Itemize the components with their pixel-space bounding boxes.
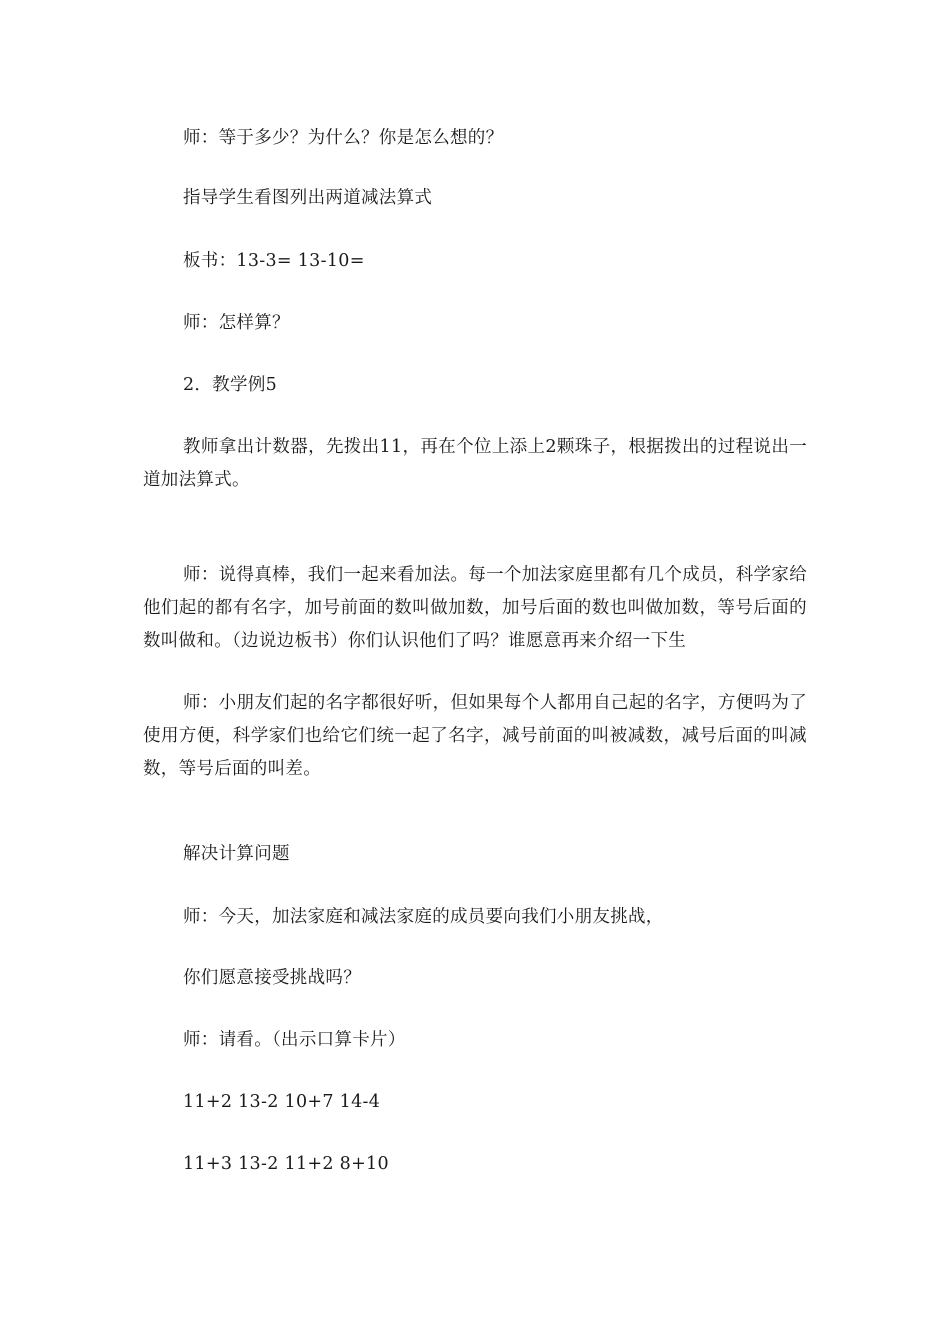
paragraph-teacher-question: 师：等于多少？为什么？你是怎么想的？ [183, 128, 504, 148]
paragraph-example-5: 2．教学例5 [183, 375, 278, 395]
paragraph-cards-row-2: 11+3 13-2 11+2 8+10 [183, 1154, 389, 1174]
paragraph-blackboard: 板书：13-3= 13-10= [183, 251, 365, 271]
paragraph-counter: 教师拿出计数器，先拨出11，再在个位上添上2颗珠子，根据拨出的过程说出一道加法算式。 [143, 437, 807, 490]
paragraph-solve-problems: 解决计算问题 [183, 844, 290, 864]
paragraph-addition-names: 师：说得真棒，我们一起来看加法。每一个加法家庭里都有几个成员，科学家给他们起的都有名字，加号前面的数叫做加数，加号后面的数也叫做加数，等号后面的数叫做和。（边说边板书）你们认识他们了吗？谁愿意再来介绍一下生 [143, 565, 807, 651]
paragraph-accept-challenge: 你们愿意接受挑战吗？ [183, 968, 361, 988]
paragraph-how-to-calc: 师：怎样算？ [183, 313, 290, 333]
paragraph-subtraction-names: 师：小朋友们起的名字都很好听，但如果每个人都用自己起的名字，方便吗为了使用方便，科学家们也给它们统一起了名字，减号前面的叫被减数，减号后面的叫减数，等号后面的叫差。 [143, 693, 807, 779]
paragraph-show-cards: 师：请看。（出示口算卡片） [183, 1030, 406, 1050]
paragraph-challenge: 师：今天，加法家庭和减法家庭的成员要向我们小朋友挑战， [183, 907, 664, 927]
paragraph-cards-row-1: 11+2 13-2 10+7 14-4 [183, 1092, 381, 1112]
paragraph-guide-students: 指导学生看图列出两道减法算式 [183, 188, 433, 208]
